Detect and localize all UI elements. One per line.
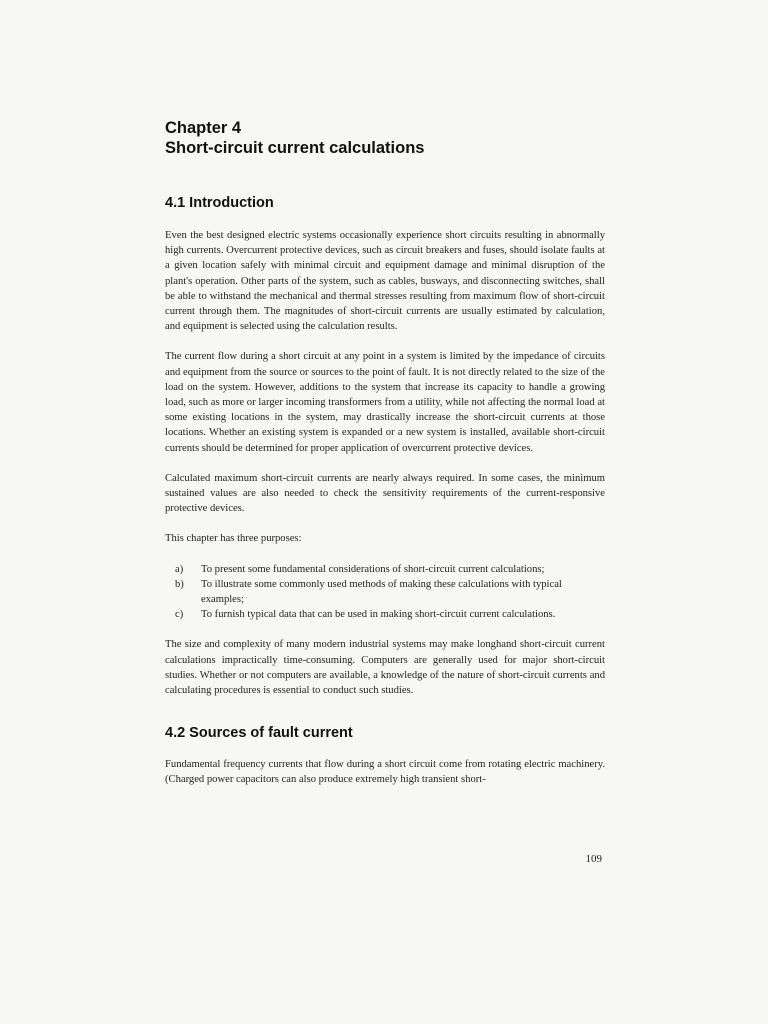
paragraph: This chapter has three purposes:	[165, 533, 302, 545]
list-item	[165, 607, 605, 622]
chapter-label: Chapter 4	[165, 119, 242, 137]
chapter-title: Short-circuit current calculations	[165, 139, 425, 157]
list-item	[165, 562, 605, 577]
list-item-text: To present some fundamental considerations of short-circuit current calculations;	[201, 563, 545, 575]
page-number: 109	[585, 853, 602, 865]
paragraph: Fundamental frequency currents that flow during a short circuit come from rotating electric machinery. (Charged power capacitors can also produce extremely high transient short-	[165, 759, 605, 786]
section-heading-introduction: 4.1 Introduction	[165, 195, 274, 211]
page-content	[165, 118, 605, 803]
paragraph: Calculated maximum short-circuit currents are nearly always required. In some cases, the minimum sustained values are also needed to check the sensitivity requirements of the current-responsive protective devices.	[165, 472, 605, 515]
list-marker: b)	[175, 578, 184, 590]
paragraph: Even the best designed electric systems occasionally experience short circuits resulting in abnormally high currents. Overcurrent protective devices, such as circuit breakers and fuses, should isolate faults at a given location safely with minimal circuit and equipment damage and minimal disruption of the plant's operation. Other parts of the system, such as cables, busways, and disconnecting switches, shall be able to withstand the mechanical and thermal stresses resulting from maximum flow of short-circuit current through them. The magnitudes of short-circuit currents are usually estimated by calculation, and equipment is selected using the calculation results.	[165, 230, 605, 333]
list-item	[165, 577, 605, 607]
paragraph: The size and complexity of many modern industrial systems may make longhand short-circuit current calculations impractically time-consuming. Computers are generally used for major short-circuit studies. Whether or not computers are available, a knowledge of the nature of short-circuit currents and calculating procedures is essential to conduct such studies.	[165, 639, 605, 697]
list-item-text: To furnish typical data that can be used in making short-circuit current calculations.	[201, 609, 556, 621]
purposes-list	[165, 562, 605, 623]
list-marker: a)	[175, 563, 184, 575]
paragraph: The current flow during a short circuit at any point in a system is limited by the impedance of circuits and equipment from the source or sources to the point of fault. It is not directly related to the size of the load on the system. However, additions to the system that increase its capacity to handle a growing load, such as more or larger incoming transformers from a utility, while not affecting the normal load at some existing locations in the system, may drastically increase the short-circuit currents at those locations. Whether an existing system is expanded or a new system is installed, available short-circuit currents should be determined for proper application of overcurrent protective devices.	[165, 351, 605, 454]
list-marker: c)	[175, 609, 184, 621]
section-heading-sources: 4.2 Sources of fault current	[165, 725, 353, 742]
list-item-text: To illustrate some commonly used methods of making these calculations with typical examples;	[201, 578, 562, 606]
